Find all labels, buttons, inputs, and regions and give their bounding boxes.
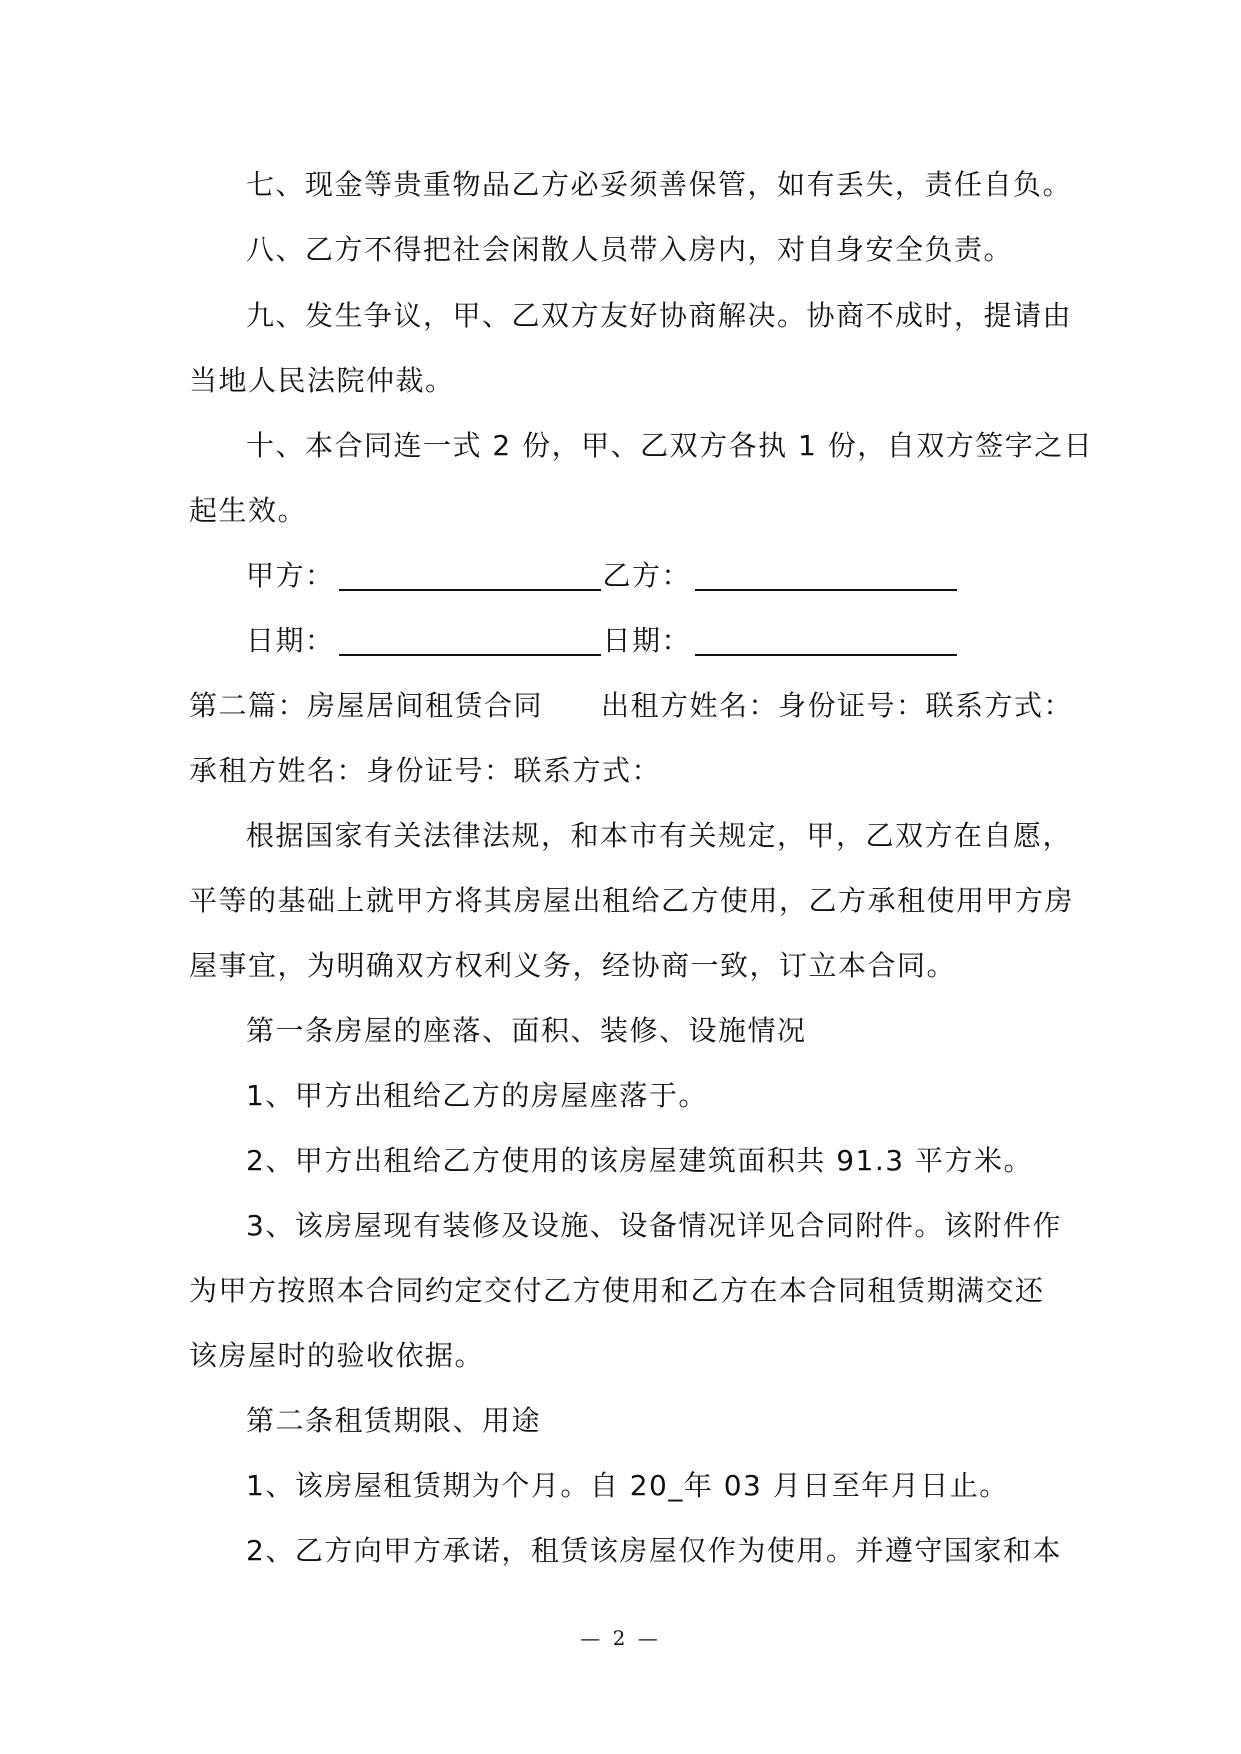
page-number: — 2 — (580, 1626, 661, 1650)
party-a-signature-line (339, 589, 601, 591)
article-1-title: 第一条房屋的座落、面积、装修、设施情况 (246, 1014, 807, 1047)
date-a-line (339, 654, 601, 656)
article-1-item-2: 2、甲方出租给乙方使用的该房屋建筑面积共 91.3 平方米。 (246, 1144, 1033, 1177)
article-1-item-3-line-1: 3、该房屋现有装修及设施、设备情况详见合同附件。该附件作 (246, 1209, 1062, 1242)
clause-8: 八、乙方不得把社会闲散人员带入房内，对自身安全负责。 (246, 233, 1014, 266)
clause-10-line-1: 十、本合同连一式 2 份，甲、乙双方各执 1 份，自双方签字之日 (246, 429, 1094, 462)
second-contract-header (189, 686, 1074, 726)
intro-line-2: 平等的基础上就甲方将其房屋出租给乙方使用，乙方承租使用甲方房 (189, 884, 1075, 917)
article-1-item-3-line-2: 为甲方按照本合同约定交付乙方使用和乙方在本合同租赁期满交还 (189, 1274, 1045, 1307)
article-2-item-1: 1、该房屋租赁期为个月。自 20_年 03 月日至年月日止。 (246, 1469, 1009, 1502)
clause-10-line-2: 起生效。 (189, 494, 308, 527)
signature-row-dates (246, 621, 1116, 661)
date-a-label: 日期： (246, 624, 335, 657)
party-b-signature-line (695, 589, 957, 591)
lessee-info: 承租方姓名：身份证号：联系方式： (189, 754, 662, 787)
date-b-line (695, 654, 957, 656)
signature-row-parties (246, 556, 1116, 596)
lessor-info: 出租方姓名：身份证号：联系方式： (601, 689, 1074, 722)
intro-line-3: 屋事宜，为明确双方权利义务，经协商一致，订立本合同。 (189, 949, 957, 982)
article-1-item-1: 1、甲方出租给乙方的房屋座落于。 (246, 1079, 708, 1112)
party-b-label: 乙方： (602, 559, 692, 592)
article-1-item-3-line-3: 该房屋时的验收依据。 (189, 1339, 485, 1372)
date-b-label: 日期： (602, 624, 692, 657)
article-2-title: 第二条租赁期限、用途 (246, 1404, 542, 1437)
clause-9-line-1: 九、发生争议，甲、乙双方友好协商解决。协商不成时，提请由 (246, 299, 1073, 332)
second-contract-title: 第二篇：房屋居间租赁合同 (189, 689, 544, 722)
intro-line-1: 根据国家有关法律法规，和本市有关规定，甲，乙双方在自愿， (246, 819, 1073, 852)
party-a-label: 甲方： (246, 559, 335, 592)
clause-7: 七、现金等贵重物品乙方必妥须善保管，如有丢失，责任自负。 (246, 168, 1073, 201)
article-2-item-2: 2、乙方向甲方承诺，租赁该房屋仅作为使用。并遵守国家和本 (246, 1534, 1062, 1567)
clause-9-line-2: 当地人民法院仲裁。 (189, 364, 455, 397)
